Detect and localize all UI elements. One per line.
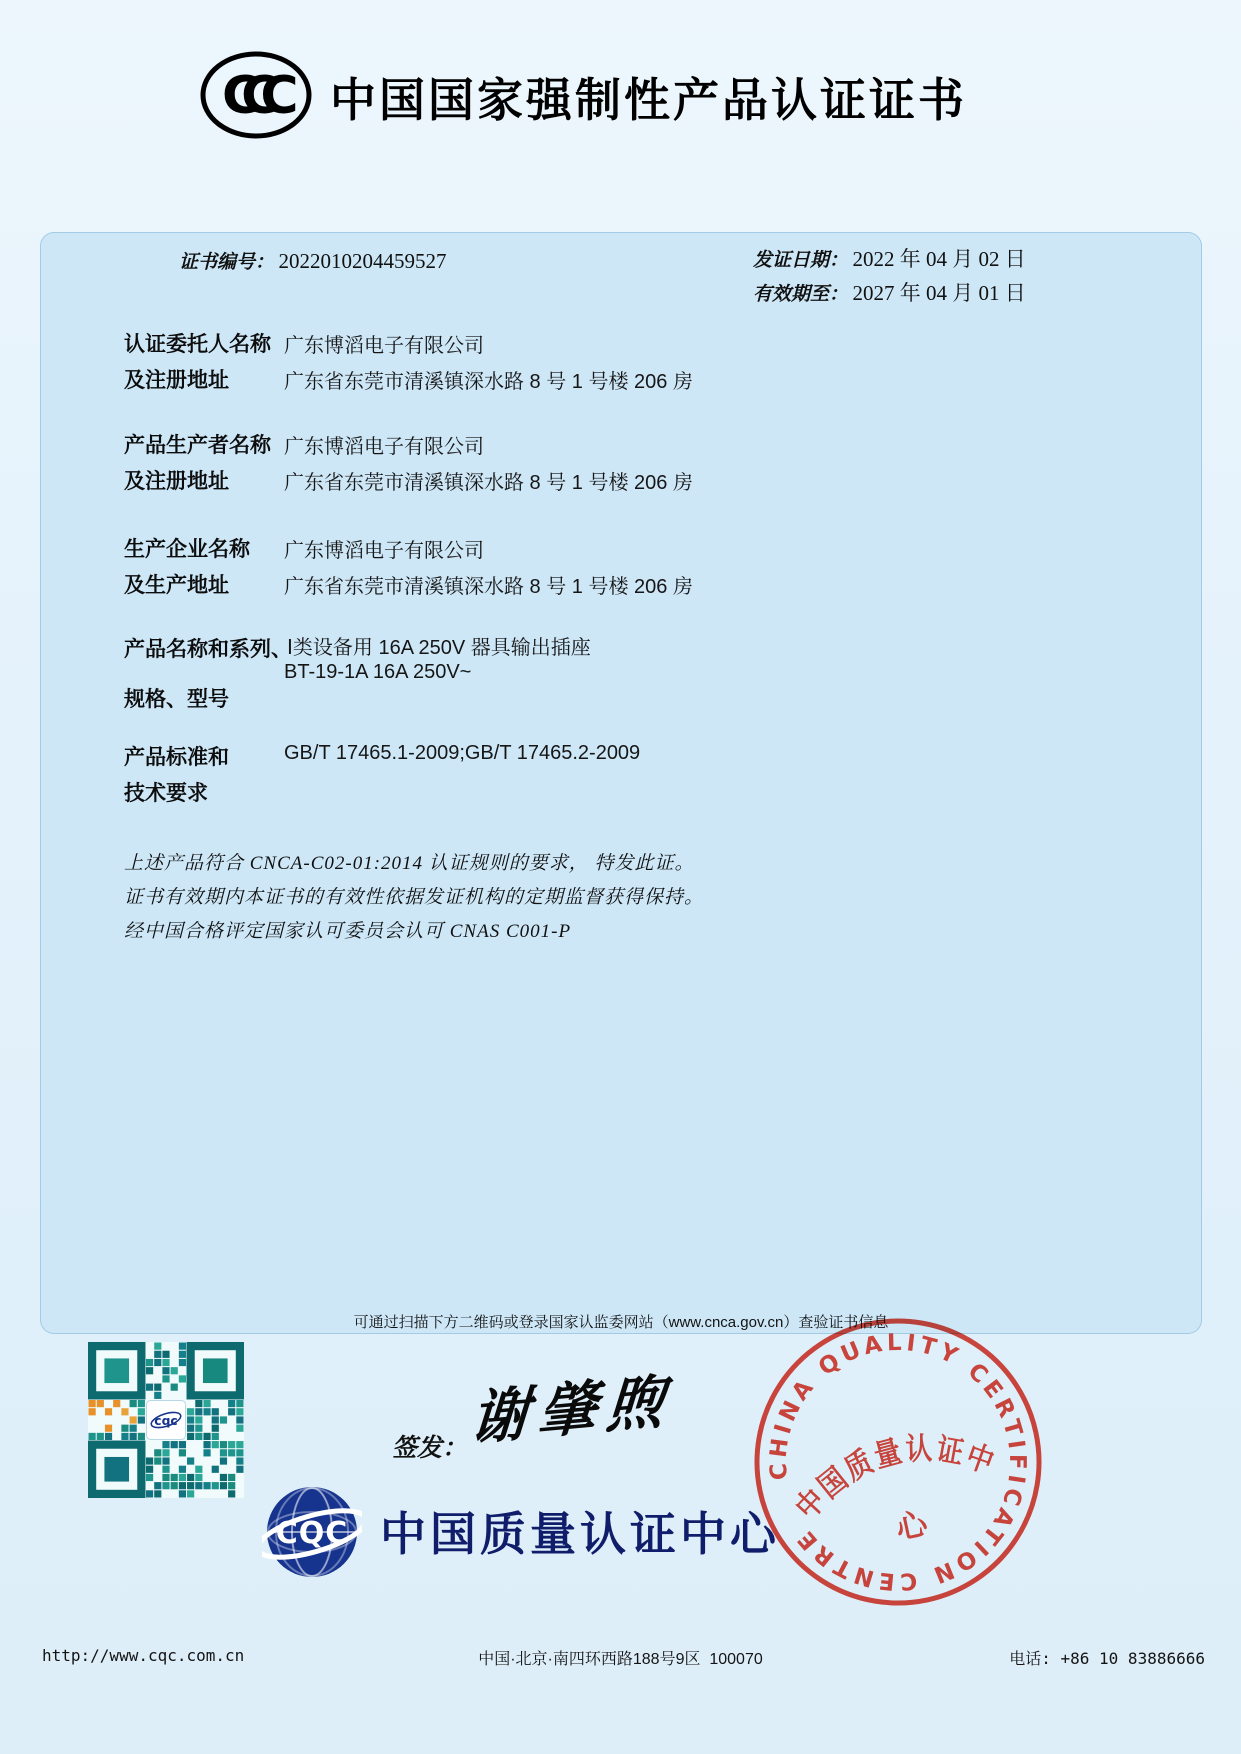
qr-code (88, 1342, 244, 1498)
qr-finder-bottom-left (88, 1441, 145, 1498)
field-applicant-name-label: 认证委托人名称 (124, 333, 271, 356)
sign-label: 签发： (392, 1435, 468, 1462)
statement-line-2: 证书有效期内本证书的有效性依据发证机构的定期监督获得保持。 (124, 887, 705, 908)
field-applicant-name-value: 广东博滔电子有限公司 (284, 335, 484, 357)
field-factory-address-value: 广东省东莞市清溪镇深水路 8 号 1 号楼 206 房 (284, 576, 693, 598)
ccc-logo-icon (198, 50, 314, 140)
seal-cn-arc-text: 中国质量认证中 (788, 1430, 1006, 1527)
seal-cn-center-char: 心 (892, 1505, 931, 1548)
field-factory-name-label: 生产企业名称 (124, 538, 250, 561)
qr-finder-top-right (187, 1342, 244, 1399)
field-product-spec-label: 规格、型号 (124, 688, 229, 711)
field-factory-address-label: 及生产地址 (124, 574, 229, 597)
certificate-title: 中国国家强制性产品认证证书 (330, 74, 967, 126)
cert-number-label: 证书编号： (179, 252, 275, 273)
field-product-model-value: BT-19-1A 16A 250V~ (284, 661, 472, 683)
footer-phone: 电话: +86 10 83886666 (1009, 1649, 1205, 1668)
field-factory-name-value: 广东博滔电子有限公司 (284, 540, 484, 562)
cqc-logo-icon (262, 1482, 362, 1582)
field-manufacturer-name-label: 产品生产者名称 (124, 434, 271, 457)
statement-line-3: 经中国合格评定国家认可委员会认可 CNAS C001-P (124, 921, 572, 942)
statement-line-1: 上述产品符合 CNCA-C02-01:2014 认证规则的要求， 特发此证。 (124, 853, 695, 874)
ccc-mark-letters: CCC (222, 66, 280, 126)
seal-ring-text: CHINA QUALITY CERTIFICATION CENTRE (765, 1329, 1031, 1595)
issue-date-label: 发证日期： (753, 250, 849, 271)
field-applicant-address-value: 广东省东莞市清溪镇深水路 8 号 1 号楼 206 房 (284, 371, 693, 393)
qr-center-logo (147, 1401, 186, 1440)
field-manufacturer-name-value: 广东博滔电子有限公司 (284, 436, 484, 458)
issuer-name: 中国质量认证中心 (380, 1508, 780, 1560)
cqc-red-seal (720, 1284, 1076, 1640)
field-product-name-value: Ⅰ类设备用 16A 250V 器具输出插座 (287, 637, 591, 659)
signature-handwriting: 谢肇煦 (468, 1368, 677, 1452)
field-standard-label: 产品标准和 (124, 746, 229, 769)
field-technical-req-label: 技术要求 (124, 782, 208, 805)
field-manufacturer-address-label: 及注册地址 (124, 470, 229, 493)
field-applicant-address-label: 及注册地址 (124, 369, 229, 392)
footer-address: 中国·北京·南四环西路188号9区 100070 (478, 1651, 763, 1668)
certificate-panel (40, 232, 1202, 1334)
valid-until-label: 有效期至： (753, 284, 849, 305)
cert-number-value: 2022010204459527 (278, 249, 447, 273)
field-standard-value: GB/T 17465.1-2009;GB/T 17465.2-2009 (284, 742, 641, 764)
issue-date-value: 2022 年 04 月 02 日 (852, 247, 1026, 271)
verification-note: 可通过扫描下方二维码或登录国家认监委网站（www.cnca.gov.cn）查验证书信息 (353, 1314, 889, 1331)
qr-finder-top-left (88, 1342, 145, 1399)
qr-center-letters: cqc (154, 1414, 178, 1429)
field-product-name-label: 产品名称和系列、 (124, 638, 292, 661)
footer-website: http://www.cqc.com.cn (42, 1646, 245, 1665)
field-manufacturer-address-value: 广东省东莞市清溪镇深水路 8 号 1 号楼 206 房 (284, 472, 693, 494)
valid-until-value: 2027 年 04 月 01 日 (852, 281, 1026, 305)
cqc-logo-letters: CQC (275, 1516, 349, 1551)
